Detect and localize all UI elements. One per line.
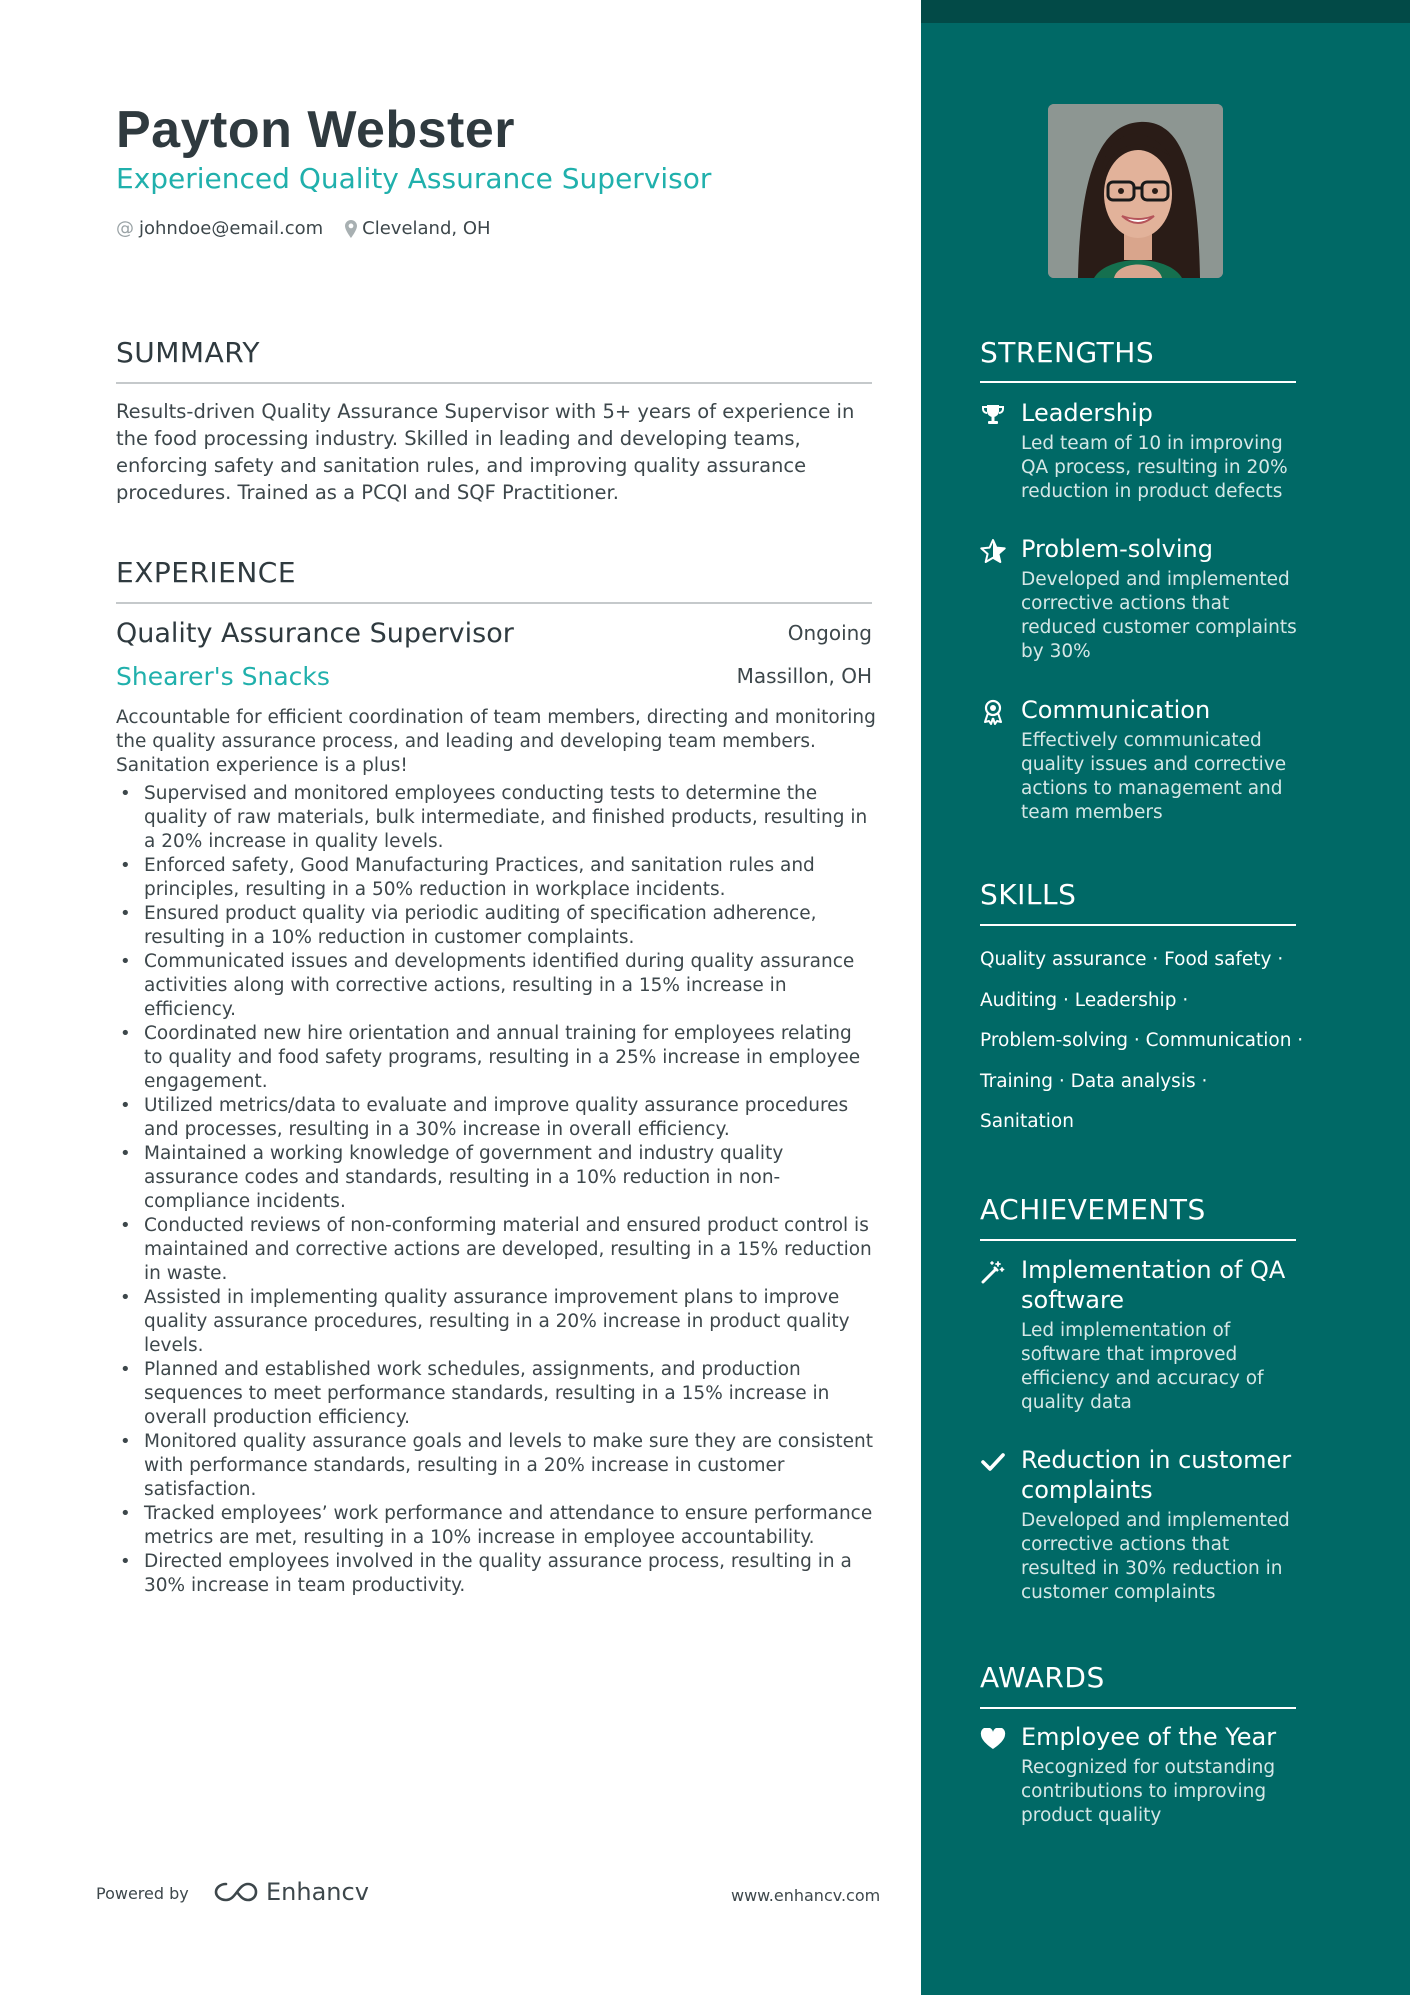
- enhancv-logo-icon: [214, 1881, 260, 1903]
- strength-title: Leadership: [1021, 399, 1153, 427]
- sidebar-top-band: [921, 0, 1410, 23]
- company-name[interactable]: Shearer's Snacks: [116, 662, 330, 691]
- contact-email[interactable]: [116, 218, 323, 239]
- experience-divider: [116, 602, 872, 604]
- list-item: • Planned and established work schedules, assignments, and production sequences to meet performance standards, resulting in a 15% increase in overall production efficiency.: [116, 1358, 876, 1430]
- achievement-title: Reduction in customer complaints: [1021, 1446, 1292, 1504]
- list-item: • Enforced safety, Good Manufacturing Practices, and sanitation rules and principles, resulting in a 50% reduction in workplace incidents.: [116, 854, 876, 902]
- brand-name: Enhancv: [266, 1878, 369, 1906]
- job-description: Accountable for efficient coordination of team members, directing and monitoring the quality assurance process, and leading and developing team members. Sanitation experience is a plus!: [116, 707, 876, 776]
- achievement-title: Implementation of QA software: [1021, 1256, 1286, 1314]
- list-item: • Supervised and monitored employees conducting tests to determine the quality of raw materials, bulk intermediate, and finished products, resulting in a 20% increase in quality levels.: [116, 782, 876, 854]
- checkmark-icon: [980, 1449, 1006, 1475]
- award-description: Recognized for outstanding contributions to improving product quality: [1021, 1757, 1276, 1826]
- strengths-divider: [980, 381, 1296, 383]
- strength-item: [980, 695, 1310, 825]
- experience-heading: EXPERIENCE: [116, 556, 297, 589]
- skills-line: Training · Data analysis ·: [980, 1070, 1208, 1092]
- list-item: • Coordinated new hire orientation and annual training for employees relating to quality and food safety programs, resulting in a 25% increase in employee engagement.: [116, 1022, 876, 1094]
- job-title: Quality Assurance Supervisor: [116, 618, 514, 649]
- award-item: [980, 1722, 1310, 1828]
- skills-list: [980, 940, 1320, 1143]
- profile-photo: [1048, 104, 1223, 278]
- list-item: • Monitored quality assurance goals and levels to make sure they are consistent with performance standards, resulting in a 20% increase in customer satisfaction.: [116, 1430, 876, 1502]
- strength-title: Communication: [1021, 696, 1211, 724]
- achievement-description: Led implementation of software that improved efficiency and accuracy of quality data: [1021, 1320, 1264, 1413]
- achievement-item: [980, 1255, 1310, 1415]
- job-date: Ongoing: [787, 621, 872, 645]
- list-item: • Assisted in implementing quality assurance improvement plans to improve quality assurance procedures, resulting in a 20% increase in product quality levels.: [116, 1286, 876, 1358]
- strength-description: Developed and implemented corrective actions that reduced customer complaints by 30%: [1021, 569, 1297, 662]
- list-item: • Utilized metrics/data to evaluate and improve quality assurance procedures and processes, resulting in a 30% increase in overall efficiency.: [116, 1094, 876, 1142]
- location-pin-icon: [345, 220, 357, 238]
- job-location: Massillon, OH: [736, 664, 872, 688]
- strength-item: [980, 398, 1310, 504]
- contact-info: [116, 218, 513, 239]
- strength-item: [980, 534, 1310, 664]
- at-icon: @: [116, 218, 134, 239]
- candidate-name: Payton Webster: [116, 101, 516, 159]
- award-ribbon-icon: [980, 699, 1006, 725]
- trophy-icon: [980, 402, 1006, 428]
- awards-heading: AWARDS: [980, 1661, 1105, 1694]
- star-icon: [980, 538, 1006, 564]
- strength-description: Effectively communicated quality issues and corrective actions to management and team members: [1021, 730, 1287, 823]
- powered-by-label: Powered by: [96, 1884, 189, 1903]
- heart-icon: [980, 1726, 1006, 1752]
- enhancv-logo[interactable]: [214, 1878, 369, 1906]
- list-item: • Ensured product quality via periodic auditing of specification adherence, resulting in a 10% reduction in customer complaints.: [116, 902, 876, 950]
- achievements-heading: ACHIEVEMENTS: [980, 1193, 1206, 1226]
- contact-location: [345, 218, 490, 239]
- summary-divider: [116, 382, 872, 384]
- achievements-divider: [980, 1239, 1296, 1241]
- footer-url[interactable]: www.enhancv.com: [731, 1886, 881, 1905]
- strengths-heading: STRENGTHS: [980, 336, 1155, 369]
- summary-heading: SUMMARY: [116, 336, 261, 369]
- strength-title: Problem-solving: [1021, 535, 1213, 563]
- achievement-item: [980, 1445, 1310, 1605]
- achievement-description: Developed and implemented corrective actions that resulted in 30% reduction in customer complaints: [1021, 1510, 1290, 1603]
- list-item: • Directed employees involved in the quality assurance process, resulting in a 30% increase in team productivity.: [116, 1550, 876, 1598]
- email-text: johndoe@email.com: [139, 218, 324, 239]
- award-title: Employee of the Year: [1021, 1723, 1277, 1751]
- summary-text: Results-driven Quality Assurance Supervisor with 5+ years of experience in the food processing industry. Skilled in leading and developing teams, enforcing safety and sanitation rules, and improving quality assurance procedures. Trained as a PCQI and SQF Practitioner.: [116, 400, 855, 504]
- awards-divider: [980, 1707, 1296, 1709]
- list-item: • Tracked employees’ work performance and attendance to ensure performance metrics are met, resulting in a 10% increase in employee accountability.: [116, 1502, 876, 1550]
- skills-line: Auditing · Leadership ·: [980, 989, 1189, 1011]
- skills-heading: SKILLS: [980, 878, 1077, 911]
- job-achievements-list: [116, 782, 876, 1598]
- location-text: Cleveland, OH: [362, 218, 491, 239]
- skills-line: Sanitation: [980, 1111, 1074, 1132]
- skills-divider: [980, 924, 1296, 926]
- profile-photo-illustration: [1048, 104, 1223, 278]
- list-item: • Conducted reviews of non-conforming material and ensured product control is maintained and corrective actions are developed, resulting in a 15% reduction in waste.: [116, 1214, 876, 1286]
- skills-line: Problem-solving · Communication ·: [980, 1030, 1304, 1051]
- list-item: • Communicated issues and developments identified during quality assurance activities along with corrective actions, resulting in a 15% increase in efficiency.: [116, 950, 876, 1022]
- skills-line: Quality assurance · Food safety ·: [980, 949, 1284, 970]
- candidate-headline: Experienced Quality Assurance Supervisor: [116, 162, 712, 195]
- list-item: • Maintained a working knowledge of government and industry quality assurance codes and standards, resulting in a 10% reduction in non-compliance incidents.: [116, 1142, 876, 1214]
- magic-wand-icon: [980, 1259, 1006, 1285]
- strength-description: Led team of 10 in improving QA process, resulting in 20% reduction in product defects: [1021, 433, 1288, 502]
- sidebar: [921, 0, 1410, 1995]
